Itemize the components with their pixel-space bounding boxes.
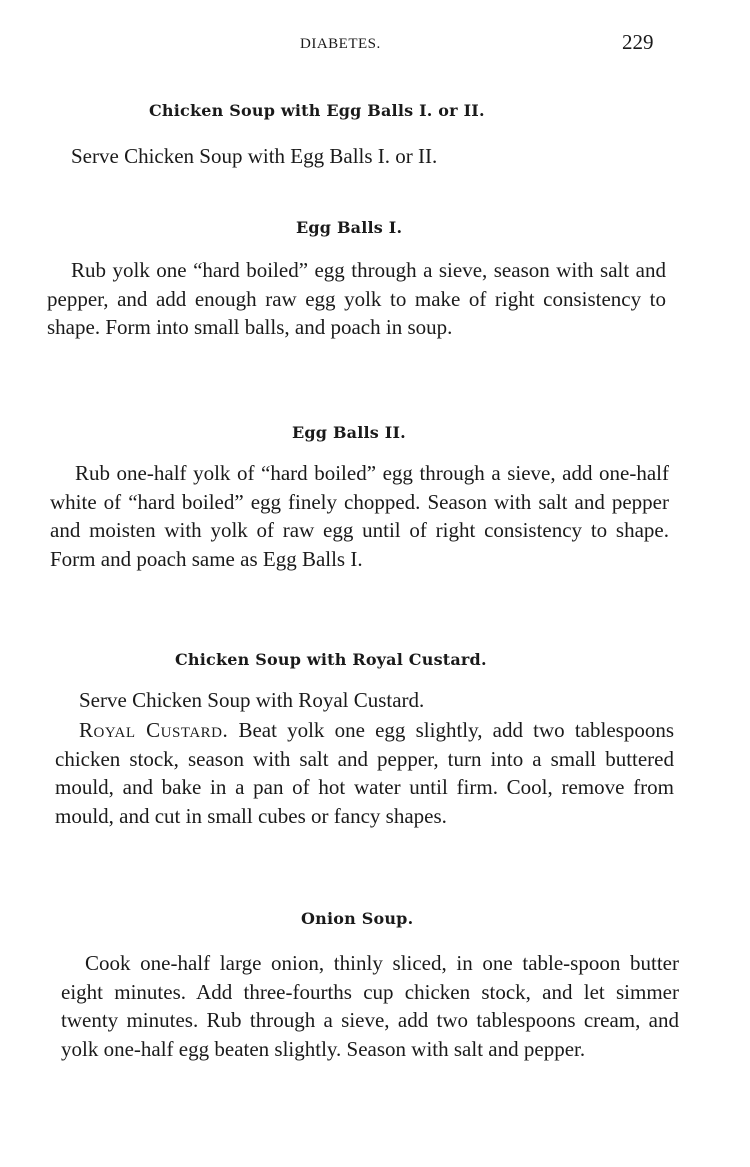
section-body: Rub one-half yolk of “hard boiled” egg through a sieve, add one-half white of “hard boiled” egg finely chopped. Season with salt and pepper and moisten with yolk of raw egg until of right consistency to shape. Form and poach same as Egg Balls I. bbox=[50, 461, 669, 572]
section-body: Cook one-half large onion, thinly sliced, in one table-spoon butter eight minutes. Add three-fourths cup chicken stock, and let simmer twenty minutes. Rub through a sieve, add two tablespoons cream, and yolk one-half egg beaten slightly. Season with salt and pepper. bbox=[61, 951, 679, 1062]
term-body: Beat yolk one egg slightly, add two tablespoons chicken stock, season with salt and pepper, turn into a small buttered mould, and bake in a pan of hot water until firm. Cool, remove from mould, and cut in small cubes or fancy shapes. bbox=[55, 718, 674, 829]
section-heading: Egg Balls II. bbox=[292, 423, 406, 442]
section-body: Serve Chicken Soup with Royal Custard. bbox=[79, 688, 425, 712]
section-heading: Egg Balls I. bbox=[296, 218, 403, 237]
term-label: Royal Custard. bbox=[79, 718, 229, 742]
section-body: Serve Chicken Soup with Egg Balls I. or II. bbox=[71, 144, 438, 168]
page-number: 229 bbox=[622, 30, 654, 54]
section-heading: Chicken Soup with Royal Custard. bbox=[175, 650, 487, 669]
section-heading: Onion Soup. bbox=[301, 909, 414, 928]
section-body: Rub yolk one “hard boiled” egg through a sieve, season with salt and pepper, and add enough raw egg yolk to make of right consistency to shape. Form into small balls, and poach in soup. bbox=[47, 258, 666, 340]
running-head: DIABETES. bbox=[300, 36, 381, 52]
royal-custard-paragraph bbox=[55, 716, 674, 831]
section-heading: Chicken Soup with Egg Balls I. or II. bbox=[149, 101, 485, 120]
